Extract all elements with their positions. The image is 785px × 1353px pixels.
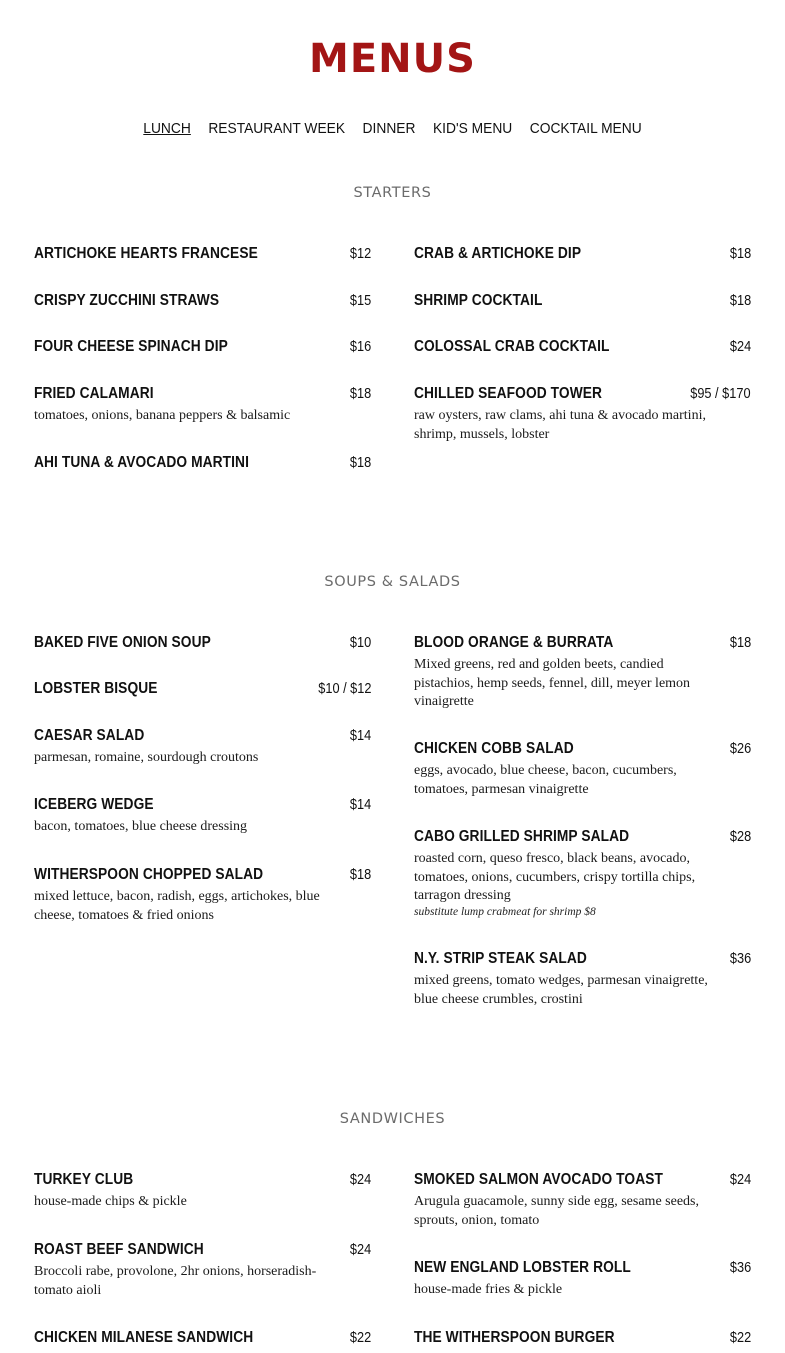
menu-item: [34, 1241, 371, 1300]
section-heading-sandwiches: SANDWICHES: [339, 1111, 446, 1127]
menu-item: [34, 1171, 371, 1212]
menu-item: [34, 385, 371, 426]
item-description: bacon, tomatoes, blue cheese dressing: [34, 819, 248, 834]
tab-cocktail-menu[interactable]: COCKTAIL MENU: [529, 120, 642, 137]
item-description: mixed lettuce, bacon, radish, eggs, artichokes, blue cheese, tomatoes & fried onions: [34, 889, 320, 923]
item-price: $14: [349, 797, 371, 813]
item-name: AHI TUNA & AVOCADO MARTINI: [34, 454, 249, 471]
item-price: $15: [349, 293, 371, 309]
menu-item: [414, 828, 751, 918]
item-price: $36: [729, 951, 751, 967]
item-description: mixed greens, tomato wedges, parmesan vinaigrette, blue cheese crumbles, crostini: [414, 973, 708, 1007]
item-name: ARTICHOKE HEARTS FRANCESE: [34, 245, 258, 262]
item-name: CHILLED SEAFOOD TOWER: [414, 385, 603, 402]
item-price: $24: [349, 1172, 371, 1188]
menu-item: [414, 950, 751, 1009]
tab-lunch[interactable]: LUNCH: [143, 120, 191, 137]
tab-kids-menu[interactable]: KID'S MENU: [432, 120, 513, 137]
item-name: NEW ENGLAND LOBSTER ROLL: [414, 1259, 631, 1276]
item-name: CRAB & ARTICHOKE DIP: [414, 245, 582, 262]
item-price: $18: [349, 867, 371, 883]
item-price: $18: [729, 635, 751, 651]
item-price: $22: [349, 1330, 371, 1346]
section-heading-starters: STARTERS: [353, 185, 432, 201]
item-name: CHICKEN COBB SALAD: [414, 740, 574, 757]
menu-item: [34, 634, 371, 652]
menu-item: [414, 292, 751, 310]
menu-item: [414, 1259, 751, 1300]
item-price: $18: [349, 455, 371, 471]
tab-restaurant-week[interactable]: RESTAURANT WEEK: [208, 120, 346, 137]
menu-item: [34, 1329, 371, 1347]
item-description: house-made fries & pickle: [414, 1282, 563, 1297]
item-price: $26: [729, 741, 751, 757]
item-name: LOBSTER BISQUE: [34, 680, 158, 697]
item-price: $14: [349, 728, 371, 744]
item-name: CAESAR SALAD: [34, 727, 145, 744]
item-price: $24: [349, 1242, 371, 1258]
menu-item: [414, 1171, 751, 1230]
item-price: $24: [729, 339, 751, 355]
item-price: $22: [729, 1330, 751, 1346]
menu-item: [414, 385, 751, 444]
item-name: BAKED FIVE ONION SOUP: [34, 634, 211, 651]
item-price: $12: [349, 246, 371, 262]
item-name: FRIED CALAMARI: [34, 385, 154, 402]
item-name: SHRIMP COCKTAIL: [414, 292, 543, 309]
item-name: WITHERSPOON CHOPPED SALAD: [34, 866, 264, 883]
tab-dinner[interactable]: DINNER: [362, 120, 416, 137]
menu-item: [34, 727, 371, 768]
item-description: tomatoes, onions, banana peppers & balsamic: [34, 408, 291, 423]
item-description: Mixed greens, red and golden beets, candied pistachios, hemp seeds, fennel, dill, meyer lemon vinaigrette: [414, 657, 691, 709]
menu-item: [34, 680, 371, 698]
item-description: raw oysters, raw clams, ahi tuna & avocado martini, shrimp, mussels, lobster: [414, 408, 706, 442]
item-name: SMOKED SALMON AVOCADO TOAST: [414, 1171, 663, 1188]
item-price: $95 / $170: [690, 386, 751, 402]
menu-item: [34, 866, 371, 925]
item-description: roasted corn, queso fresco, black beans, avocado, tomatoes, onions, cucumbers, crispy tortilla chips, tarragon dressing: [414, 851, 696, 903]
item-name: FOUR CHEESE SPINACH DIP: [34, 338, 228, 355]
menu-item: [414, 245, 751, 263]
item-name: CRISPY ZUCCHINI STRAWS: [34, 292, 220, 309]
item-price: $18: [729, 246, 751, 262]
menu-tabs: [31, 120, 753, 137]
menu-item: [414, 1329, 751, 1347]
item-price: $10: [349, 635, 371, 651]
item-price: $28: [729, 829, 751, 845]
item-name: COLOSSAL CRAB COCKTAIL: [414, 338, 610, 355]
item-name: CHICKEN MILANESE SANDWICH: [34, 1329, 254, 1346]
item-price: $24: [729, 1172, 751, 1188]
item-price: $16: [349, 339, 371, 355]
menu-item: [34, 338, 371, 356]
item-price: $18: [729, 293, 751, 309]
item-description: Arugula guacamole, sunny side egg, sesame seeds, sprouts, onion, tomato: [414, 1194, 699, 1228]
item-price: $18: [349, 386, 371, 402]
section-heading-soups-salads: SOUPS & SALADS: [324, 574, 461, 590]
item-description: house-made chips & pickle: [34, 1194, 187, 1209]
menu-item: [34, 796, 371, 837]
item-name: BLOOD ORANGE & BURRATA: [414, 634, 614, 651]
item-price: $10 / $12: [317, 681, 371, 697]
item-name: ROAST BEEF SANDWICH: [34, 1241, 204, 1258]
menu-item: [414, 740, 751, 799]
item-price: $36: [729, 1260, 751, 1276]
item-description: eggs, avocado, blue cheese, bacon, cucumbers, tomatoes, parmesan vinaigrette: [414, 763, 677, 797]
item-name: TURKEY CLUB: [34, 1171, 134, 1188]
menu-item: [34, 245, 371, 263]
item-description: Broccoli rabe, provolone, 2hr onions, horseradish-tomato aioli: [34, 1264, 317, 1298]
item-name: ICEBERG WEDGE: [34, 796, 154, 813]
menu-item: [34, 454, 371, 472]
menu-item: [414, 338, 751, 356]
item-description: parmesan, romaine, sourdough croutons: [34, 750, 259, 765]
item-name: CABO GRILLED SHRIMP SALAD: [414, 828, 630, 845]
item-note: substitute lump crabmeat for shrimp $8: [414, 905, 596, 918]
item-name: N.Y. STRIP STEAK SALAD: [414, 950, 587, 967]
menu-item: [414, 634, 751, 712]
item-name: THE WITHERSPOON BURGER: [414, 1329, 615, 1346]
page-title: MENUS: [309, 36, 476, 82]
menu-item: [34, 292, 371, 310]
